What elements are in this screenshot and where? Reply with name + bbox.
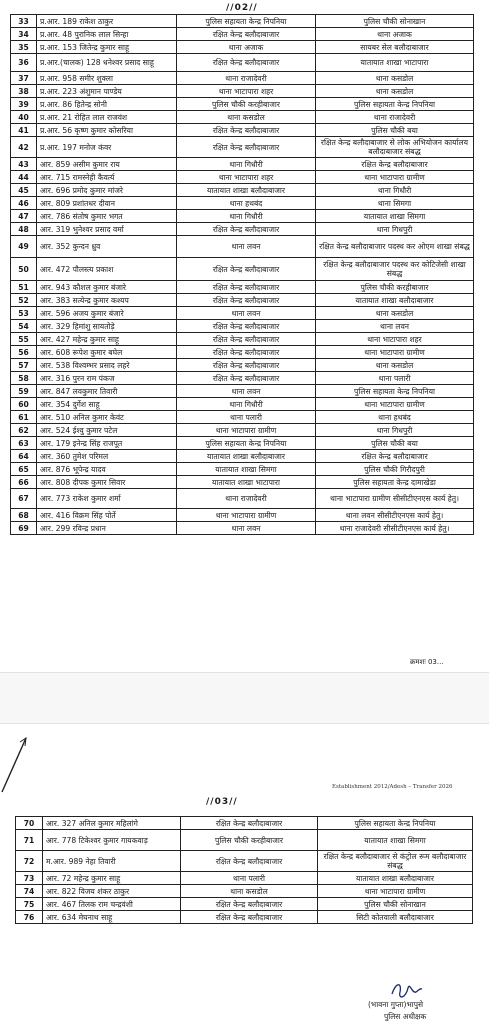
serial-number-cell: 57 — [11, 359, 37, 372]
current-posting-cell: रक्षित केन्द्र बलौदाबाजार — [177, 294, 316, 307]
serial-number-cell: 46 — [11, 197, 37, 210]
employee-name-cell: आर. 327 अनिल कुमार महिलांगे — [43, 817, 181, 830]
employee-name-cell: प्र.आर. 223 अंशुमान पाण्डेय — [37, 85, 177, 98]
new-posting-cell: थाना गिधपुरी — [316, 424, 474, 437]
new-posting-cell: थाना कसडोल — [316, 85, 474, 98]
current-posting-cell: पुलिस सहायता केन्द्र निपनिया — [177, 15, 316, 28]
new-posting-cell: पुलिस चौकी सोनाखान — [318, 898, 473, 911]
current-posting-cell: रक्षित केन्द्र बलौदाबाजार — [177, 359, 316, 372]
table-row — [16, 911, 473, 924]
employee-name-cell: आर. 467 तिलक राम चन्द्रवंशी — [43, 898, 181, 911]
employee-name-cell: आर. 778 टिकेश्वर कुमार गायकवाड़ — [43, 830, 181, 851]
new-posting-cell: थाना भाटापारा ग्रामीण सीसीटीएनएस कार्य हेतु। — [316, 489, 474, 509]
employee-name-cell: आर. 608 रूपेश कुमार बघेल — [37, 346, 177, 359]
employee-name-cell: आर. 427 महेन्द्र कुमार साहू — [37, 333, 177, 346]
table-row — [11, 85, 474, 98]
table-row — [11, 210, 474, 223]
serial-number-cell: 66 — [11, 476, 37, 489]
employee-name-cell: आर. 316 पुरन राम पंकज — [37, 372, 177, 385]
employee-name-cell: आर. 786 संतोष कुमार भगत — [37, 210, 177, 223]
serial-number-cell: 41 — [11, 124, 37, 137]
current-posting-cell: यातायात शाखा बलौदाबाजार — [177, 450, 316, 463]
current-posting-cell: थाना राजादेवरी — [177, 489, 316, 509]
table-row — [11, 98, 474, 111]
new-posting-cell: पुलिस सहायता केन्द्र निपनिया — [318, 817, 473, 830]
current-posting-cell: थाना कसडोल — [177, 111, 316, 124]
table-row — [11, 197, 474, 210]
serial-number-cell: 51 — [11, 281, 37, 294]
new-posting-cell: थाना राजादेवरी — [316, 111, 474, 124]
serial-number-cell: 53 — [11, 307, 37, 320]
serial-number-cell: 70 — [16, 817, 43, 830]
new-posting-cell: रक्षित केन्द्र बलौदाबाजार — [316, 450, 474, 463]
page-number-02: //02// — [226, 3, 258, 13]
employee-name-cell: आर. 472 पौलस्त्य प्रकाश — [37, 258, 177, 281]
new-posting-cell: थाना भाटापारा ग्रामीण — [316, 171, 474, 184]
employee-name-cell: आर. 354 दुर्गेश साहू — [37, 398, 177, 411]
serial-number-cell: 64 — [11, 450, 37, 463]
new-posting-cell: थाना भाटापारा ग्रामीण — [316, 346, 474, 359]
serial-number-cell: 63 — [11, 437, 37, 450]
employee-name-cell: प्र.आर. 56 कृष्ण कुमार कोसरिया — [37, 124, 177, 137]
serial-number-cell: 69 — [11, 522, 37, 535]
current-posting-cell: थाना लवन — [177, 307, 316, 320]
page-edge-mark — [0, 734, 30, 794]
table-row — [11, 398, 474, 411]
employee-name-cell: आर. 859 असीम कुमार राय — [37, 158, 177, 171]
new-posting-cell: यातायात शाखा भाटापारा — [316, 54, 474, 72]
table-row — [11, 437, 474, 450]
employee-name-cell: प्र.आर.(चालक) 128 धनेश्वर प्रसाद साहू — [37, 54, 177, 72]
current-posting-cell: थाना भाटापारा ग्रामीण — [177, 424, 316, 437]
serial-number-cell: 37 — [11, 72, 37, 85]
table-row — [11, 522, 474, 535]
new-posting-cell: रक्षित केन्द्र बलौदाबाजार — [316, 158, 474, 171]
serial-number-cell: 42 — [11, 137, 37, 158]
table-row — [11, 359, 474, 372]
employee-name-cell: प्र.आर. 153 जितेन्द्र कुमार साहू — [37, 41, 177, 54]
current-posting-cell: रक्षित केन्द्र बलौदाबाजार — [177, 333, 316, 346]
new-posting-cell: सिटी कोतवाली बलौदाबाजार — [318, 911, 473, 924]
employee-name-cell: आर. 715 रामस्नेही कैवर्त्य — [37, 171, 177, 184]
current-posting-cell: थाना गिधौरी — [177, 158, 316, 171]
employee-name-cell: आर. 319 भुनेश्वर प्रसाद वर्मा — [37, 223, 177, 236]
table-row — [16, 851, 473, 872]
employee-name-cell: आर. 329 हिमांशु सायतोड़े — [37, 320, 177, 333]
table-row — [11, 158, 474, 171]
new-posting-cell: थाना कसडोल — [316, 359, 474, 372]
current-posting-cell: थाना कसडोल — [181, 885, 318, 898]
new-posting-cell: यातायात शाखा सिमगा — [318, 830, 473, 851]
current-posting-cell: थाना गिधौरी — [177, 210, 316, 223]
current-posting-cell: यातायात शाखा सिमगा — [177, 463, 316, 476]
table-row — [11, 137, 474, 158]
employee-name-cell: आर. 822 विजय शंकर ठाकुर — [43, 885, 181, 898]
new-posting-cell: थाना राजादेवरी सीसीटीएनएस कार्य हेतु। — [316, 522, 474, 535]
new-posting-cell: रक्षित केन्द्र बलौदाबाजार पदस्थ कर ओएम शाखा संबद्ध — [316, 236, 474, 258]
current-posting-cell: रक्षित केन्द्र बलौदाबाजार — [181, 851, 318, 872]
employee-name-cell: आर. 383 सत्येन्द्र कुमार कश्यप — [37, 294, 177, 307]
table-row — [11, 184, 474, 197]
current-posting-cell: यातायात शाखा भाटापारा — [177, 476, 316, 489]
table-row — [11, 489, 474, 509]
current-posting-cell: थाना भाटापारा ग्रामीण — [177, 509, 316, 522]
table-row — [11, 258, 474, 281]
current-posting-cell: रक्षित केन्द्र बलौदाबाजार — [181, 817, 318, 830]
serial-number-cell: 62 — [11, 424, 37, 437]
new-posting-cell: पुलिस चौकी बया — [316, 124, 474, 137]
new-posting-cell: रक्षित केन्द्र बलौदाबाजार से लोक अभियोजन कार्यालय बलौदाबाजार संबद्ध — [316, 137, 474, 158]
table-row — [16, 898, 473, 911]
table-row — [11, 72, 474, 85]
employee-name-cell: आर. 809 प्रशांतधर दीवान — [37, 197, 177, 210]
new-posting-cell: थाना सिमगा — [316, 197, 474, 210]
serial-number-cell: 59 — [11, 385, 37, 398]
current-posting-cell: रक्षित केन्द्र बलौदाबाजार — [177, 137, 316, 158]
table-row — [11, 171, 474, 184]
current-posting-cell: रक्षित केन्द्र बलौदाबाजार — [181, 898, 318, 911]
table-row — [11, 54, 474, 72]
transfer-table-page-2 — [10, 14, 474, 535]
table-row — [11, 411, 474, 424]
employee-name-cell: आर. 696 प्रमोद कुमार मांजरे — [37, 184, 177, 197]
employee-name-cell: आर. 524 ईश्वु कुमार पटेल — [37, 424, 177, 437]
current-posting-cell: थाना लवन — [177, 385, 316, 398]
table-row — [11, 372, 474, 385]
signatory-name: (भावना गुप्ता)भापुसे — [368, 1000, 424, 1009]
current-posting-cell: रक्षित केन्द्र बलौदाबाजार — [181, 911, 318, 924]
current-posting-cell: थाना गिधौरी — [177, 398, 316, 411]
employee-name-cell: आर. 360 तुमेश परिमल — [37, 450, 177, 463]
employee-name-cell: आर. 179 इनेन्द्र सिंह राजपूत — [37, 437, 177, 450]
new-posting-cell: थाना भाटापारा ग्रामीण — [316, 398, 474, 411]
new-posting-cell: रक्षित केन्द्र बलौदाबाजार पदस्थ कर कोटिजेसी शाखा संबद्ध — [316, 258, 474, 281]
table-row — [11, 294, 474, 307]
new-posting-cell: थाना गिधपुरी — [316, 223, 474, 236]
current-posting-cell: रक्षित केन्द्र बलौदाबाजार — [177, 281, 316, 294]
new-posting-cell: सायबर सेल बलौदाबाजार — [316, 41, 474, 54]
page-break-gap — [0, 672, 489, 724]
table-row — [11, 346, 474, 359]
new-posting-cell: थाना गिधौरी — [316, 184, 474, 197]
serial-number-cell: 56 — [11, 346, 37, 359]
new-posting-cell: थाना भाटापारा ग्रामीण — [318, 885, 473, 898]
table-row — [16, 817, 473, 830]
new-posting-cell: यातायात शाखा बलौदाबाजार — [316, 294, 474, 307]
serial-number-cell: 39 — [11, 98, 37, 111]
current-posting-cell: थाना लवन — [177, 522, 316, 535]
current-posting-cell: रक्षित केन्द्र बलौदाबाजार — [177, 223, 316, 236]
serial-number-cell: 50 — [11, 258, 37, 281]
serial-number-cell: 65 — [11, 463, 37, 476]
new-posting-cell: पुलिस चौकी गिरौदपुरी — [316, 463, 474, 476]
serial-number-cell: 68 — [11, 509, 37, 522]
employee-name-cell: आर. 808 दीपक कुमार सिवार — [37, 476, 177, 489]
serial-number-cell: 60 — [11, 398, 37, 411]
table-row — [11, 320, 474, 333]
current-posting-cell: थाना अजाक — [177, 41, 316, 54]
employee-name-cell: आर. 416 विक्रम सिंह पोर्ते — [37, 509, 177, 522]
current-posting-cell: थाना राजादेवरी — [177, 72, 316, 85]
new-posting-cell: यातायात शाखा बलौदाबाजार — [318, 872, 473, 885]
table-row — [11, 509, 474, 522]
new-posting-cell: थाना कसडोल — [316, 72, 474, 85]
current-posting-cell: रक्षित केन्द्र बलौदाबाजार — [177, 124, 316, 137]
transfer-table-page-3 — [15, 816, 473, 924]
new-posting-cell: थाना हथबंद — [316, 411, 474, 424]
employee-name-cell: प्र.आर. 86 हितेन्द्र सोनी — [37, 98, 177, 111]
serial-number-cell: 47 — [11, 210, 37, 223]
serial-number-cell: 36 — [11, 54, 37, 72]
new-posting-cell: थाना भाटापारा शहर — [316, 333, 474, 346]
serial-number-cell: 43 — [11, 158, 37, 171]
employee-name-cell: प्र.आर. 958 समीर शुक्ला — [37, 72, 177, 85]
current-posting-cell: थाना भाटापारा शहर — [177, 85, 316, 98]
new-posting-cell: रक्षित केन्द्र बलौदाबाजार से कंट्रोल रूम बलौदाबाजार संबद्ध — [318, 851, 473, 872]
table-row — [11, 28, 474, 41]
continued-note: क्रमशः 03... — [410, 658, 444, 666]
employee-name-cell: आर. 596 अजय कुमार बंजारे — [37, 307, 177, 320]
employee-name-cell: प्र.आर. 21 रोहित लाल राजवंश — [37, 111, 177, 124]
serial-number-cell: 33 — [11, 15, 37, 28]
table-row — [11, 450, 474, 463]
signature-mark — [388, 980, 424, 1002]
new-posting-cell: थाना कसडोल — [316, 307, 474, 320]
serial-number-cell: 72 — [16, 851, 43, 872]
new-posting-cell: पुलिस सहायता केन्द्र दामाखेडा — [316, 476, 474, 489]
current-posting-cell: थाना हथबंद — [177, 197, 316, 210]
employee-name-cell: आर. 773 राकेश कुमार शर्मा — [37, 489, 177, 509]
table-row — [11, 281, 474, 294]
employee-name-cell: आर. 299 रविन्द्र प्रधान — [37, 522, 177, 535]
new-posting-cell: थाना अजाक — [316, 28, 474, 41]
table-row — [11, 15, 474, 28]
new-posting-cell: थाना लवन — [316, 320, 474, 333]
table-row — [11, 236, 474, 258]
employee-name-cell: प्र.आर. 48 पुरानिक लाल सिन्हा — [37, 28, 177, 41]
employee-name-cell: आर. 510 अनिल कुमार केवंट — [37, 411, 177, 424]
page-number-03: //03// — [206, 797, 238, 807]
serial-number-cell: 34 — [11, 28, 37, 41]
serial-number-cell: 73 — [16, 872, 43, 885]
serial-number-cell: 44 — [11, 171, 37, 184]
new-posting-cell: यातायात शाखा सिमगा — [316, 210, 474, 223]
serial-number-cell: 52 — [11, 294, 37, 307]
current-posting-cell: रक्षित केन्द्र बलौदाबाजार — [177, 372, 316, 385]
table-row — [11, 424, 474, 437]
current-posting-cell: रक्षित केन्द्र बलौदाबाजार — [177, 54, 316, 72]
serial-number-cell: 71 — [16, 830, 43, 851]
new-posting-cell: पुलिस सहायता केन्द्र निपनिया — [316, 385, 474, 398]
new-posting-cell: पुलिस चौकी सोनाखान — [316, 15, 474, 28]
table-row — [16, 872, 473, 885]
serial-number-cell: 76 — [16, 911, 43, 924]
employee-name-cell: आर. 538 विश्वम्भर प्रसाद लहरे — [37, 359, 177, 372]
current-posting-cell: रक्षित केन्द्र बलौदाबाजार — [177, 28, 316, 41]
table-row — [11, 333, 474, 346]
current-posting-cell: रक्षित केन्द्र बलौदाबाजार — [177, 320, 316, 333]
current-posting-cell: थाना भाटापारा शहर — [177, 171, 316, 184]
employee-name-cell: आर. 943 कौशल कुमार बंजारे — [37, 281, 177, 294]
table-row — [11, 41, 474, 54]
employee-name-cell: आर. 72 महेन्द्र कुमार साहू — [43, 872, 181, 885]
serial-number-cell: 38 — [11, 85, 37, 98]
new-posting-cell: पुलिस चौकी करहीबाजार — [316, 281, 474, 294]
table-row — [11, 111, 474, 124]
current-posting-cell: पुलिस सहायता केन्द्र निपनिया — [177, 437, 316, 450]
new-posting-cell: थाना पलारी — [316, 372, 474, 385]
serial-number-cell: 58 — [11, 372, 37, 385]
serial-number-cell: 75 — [16, 898, 43, 911]
establishment-header: Establishment 2012/Adesh – Transfer 2026 — [332, 784, 453, 790]
table-row — [16, 830, 473, 851]
new-posting-cell: पुलिस सहायता केन्द्र निपनिया — [316, 98, 474, 111]
serial-number-cell: 55 — [11, 333, 37, 346]
serial-number-cell: 67 — [11, 489, 37, 509]
table-row — [11, 463, 474, 476]
current-posting-cell: थाना लवन — [177, 236, 316, 258]
serial-number-cell: 54 — [11, 320, 37, 333]
table-row — [11, 124, 474, 137]
employee-name-cell: म.आर. 989 नेहा तिवारी — [43, 851, 181, 872]
table-row — [11, 307, 474, 320]
new-posting-cell: थाना लवन सीसीटीएनएस कार्य हेतु। — [316, 509, 474, 522]
signatory-title: पुलिस अधीक्षक — [384, 1012, 427, 1021]
current-posting-cell: पुलिस चौकी करहीबाजार — [181, 830, 318, 851]
current-posting-cell: रक्षित केन्द्र बलौदाबाजार — [177, 346, 316, 359]
employee-name-cell: आर. 876 भूपेन्द्र यादव — [37, 463, 177, 476]
employee-name-cell: प्र.आर. 197 मनोज कंवर — [37, 137, 177, 158]
serial-number-cell: 40 — [11, 111, 37, 124]
table-row — [16, 885, 473, 898]
serial-number-cell: 35 — [11, 41, 37, 54]
table-row — [11, 476, 474, 489]
employee-name-cell: प्र.आर. 189 राकेश ठाकुर — [37, 15, 177, 28]
employee-name-cell: आर. 847 लवकुमार तिवारी — [37, 385, 177, 398]
serial-number-cell: 61 — [11, 411, 37, 424]
serial-number-cell: 74 — [16, 885, 43, 898]
table-row — [11, 223, 474, 236]
current-posting-cell: रक्षित केन्द्र बलौदाबाजार — [177, 258, 316, 281]
current-posting-cell: पुलिस चौकी करहीबाजार — [177, 98, 316, 111]
employee-name-cell: आर. 634 मेघनाथ साहू — [43, 911, 181, 924]
serial-number-cell: 48 — [11, 223, 37, 236]
serial-number-cell: 49 — [11, 236, 37, 258]
current-posting-cell: थाना पलारी — [181, 872, 318, 885]
serial-number-cell: 45 — [11, 184, 37, 197]
current-posting-cell: यातायात शाखा बलौदाबाजार — [177, 184, 316, 197]
table-row — [11, 385, 474, 398]
employee-name-cell: आर. 352 कुन्दन ध्रुव — [37, 236, 177, 258]
current-posting-cell: थाना पलारी — [177, 411, 316, 424]
new-posting-cell: पुलिस चौकी बया — [316, 437, 474, 450]
